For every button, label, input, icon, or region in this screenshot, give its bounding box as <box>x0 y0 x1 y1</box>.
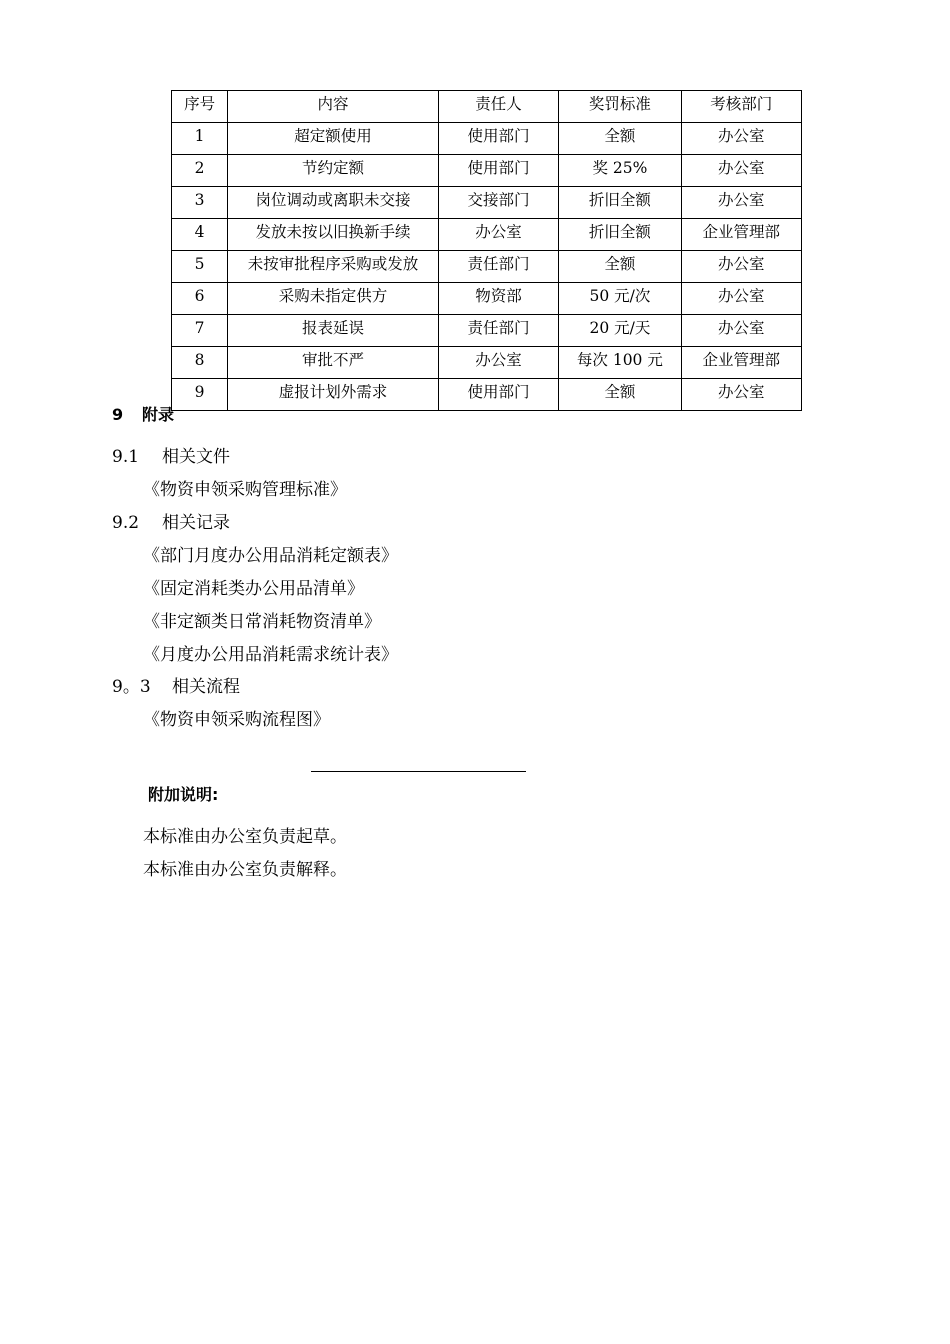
table-header-row <box>172 91 802 123</box>
cell-content: 发放未按以旧换新手续 <box>228 219 439 251</box>
table-row <box>172 315 802 347</box>
table-row <box>172 251 802 283</box>
cell-content: 审批不严 <box>228 347 439 379</box>
list-item: 《月度办公用品消耗需求统计表》 <box>143 645 398 665</box>
section-heading-related-files <box>112 445 230 469</box>
cell-content: 报表延误 <box>228 315 439 347</box>
cell-dept: 办公室 <box>681 251 801 283</box>
section-heading-related-processes <box>112 675 240 699</box>
cell-owner: 办公室 <box>438 347 558 379</box>
cell-no: 1 <box>172 123 228 155</box>
cell-no: 4 <box>172 219 228 251</box>
cell-dept: 企业管理部 <box>681 219 801 251</box>
appendix-heading <box>112 404 174 426</box>
cell-owner: 责任部门 <box>438 315 558 347</box>
notes-title: 附加说明: <box>148 785 219 804</box>
note-line: 本标准由办公室负责起草。 <box>143 827 347 847</box>
cell-content: 未按审批程序采购或发放 <box>228 251 439 283</box>
section-number: 9。3 <box>112 677 151 697</box>
table-row <box>172 155 802 187</box>
table-row <box>172 187 802 219</box>
table-row <box>172 283 802 315</box>
list-item: 《固定消耗类办公用品清单》 <box>143 579 364 599</box>
list-item: 《部门月度办公用品消耗定额表》 <box>143 546 398 566</box>
header-owner: 责任人 <box>438 91 558 123</box>
cell-dept: 企业管理部 <box>681 347 801 379</box>
list-item: 《非定额类日常消耗物资清单》 <box>143 612 381 632</box>
cell-dept: 办公室 <box>681 187 801 219</box>
cell-content: 岗位调动或离职未交接 <box>228 187 439 219</box>
cell-content: 超定额使用 <box>228 123 439 155</box>
cell-no: 3 <box>172 187 228 219</box>
cell-dept: 办公室 <box>681 315 801 347</box>
cell-dept: 办公室 <box>681 379 801 411</box>
list-item: 《物资申领采购管理标准》 <box>143 480 347 500</box>
cell-no: 5 <box>172 251 228 283</box>
header-no: 序号 <box>172 91 228 123</box>
header-dept: 考核部门 <box>681 91 801 123</box>
cell-content: 虚报计划外需求 <box>228 379 439 411</box>
cell-owner: 办公室 <box>438 219 558 251</box>
cell-rule: 折旧全额 <box>559 219 681 251</box>
cell-owner: 责任部门 <box>438 251 558 283</box>
section-number: 9.2 <box>112 513 140 533</box>
section-number: 9.1 <box>112 447 140 467</box>
cell-owner: 使用部门 <box>438 379 558 411</box>
cell-dept: 办公室 <box>681 123 801 155</box>
header-rule: 奖罚标准 <box>559 91 681 123</box>
cell-no: 7 <box>172 315 228 347</box>
cell-rule: 全额 <box>559 251 681 283</box>
cell-rule: 奖 25% <box>559 155 681 187</box>
cell-rule: 每次 100 元 <box>559 347 681 379</box>
cell-rule: 50 元/次 <box>559 283 681 315</box>
table-row <box>172 123 802 155</box>
cell-content: 节约定额 <box>228 155 439 187</box>
appendix-title: 附录 <box>142 405 175 424</box>
penalty-table <box>171 90 802 411</box>
section-title: 相关文件 <box>162 447 230 467</box>
cell-dept: 办公室 <box>681 155 801 187</box>
cell-rule: 20 元/天 <box>559 315 681 347</box>
section-heading-related-records <box>112 511 230 535</box>
header-content: 内容 <box>228 91 439 123</box>
appendix-number: 9 <box>112 405 124 424</box>
cell-rule: 全额 <box>559 123 681 155</box>
section-title: 相关流程 <box>172 677 240 697</box>
section-title: 相关记录 <box>162 513 230 533</box>
cell-owner: 使用部门 <box>438 155 558 187</box>
cell-owner: 交接部门 <box>438 187 558 219</box>
table-row <box>172 347 802 379</box>
cell-no: 6 <box>172 283 228 315</box>
cell-owner: 使用部门 <box>438 123 558 155</box>
cell-rule: 全额 <box>559 379 681 411</box>
cell-no: 8 <box>172 347 228 379</box>
cell-no: 9 <box>172 379 228 411</box>
divider-line <box>311 771 526 772</box>
cell-content: 采购未指定供方 <box>228 283 439 315</box>
table-row <box>172 379 802 411</box>
cell-no: 2 <box>172 155 228 187</box>
note-line: 本标准由办公室负责解释。 <box>143 860 347 880</box>
list-item: 《物资申领采购流程图》 <box>143 710 330 730</box>
table-row <box>172 219 802 251</box>
cell-rule: 折旧全额 <box>559 187 681 219</box>
cell-dept: 办公室 <box>681 283 801 315</box>
cell-owner: 物资部 <box>438 283 558 315</box>
